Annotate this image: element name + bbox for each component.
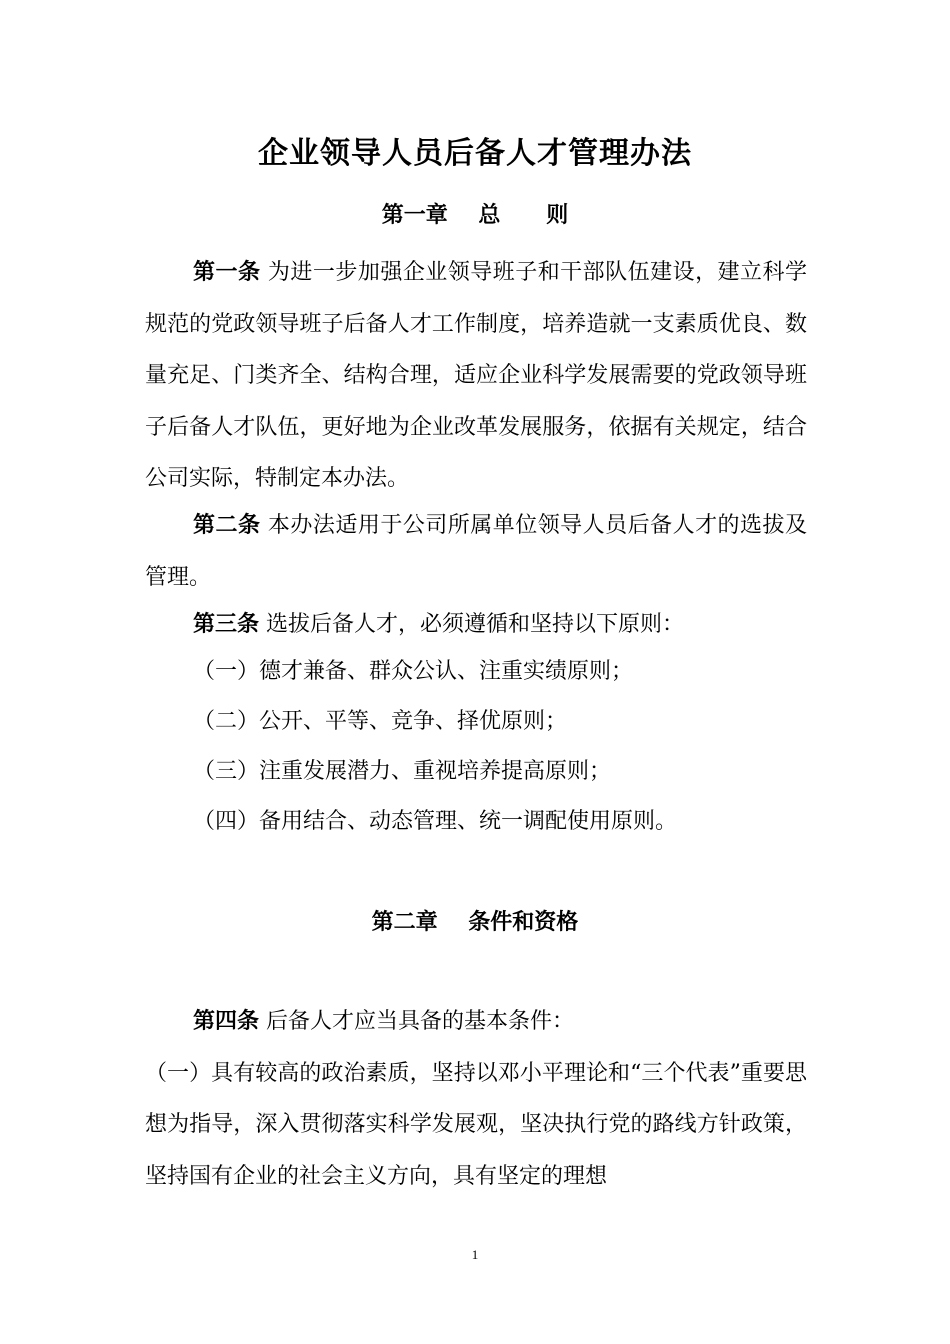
article-2: [145, 500, 807, 603]
principle-item-4: （四）备用结合、动态管理、统一调配使用原则。: [193, 809, 678, 834]
article-4-label: 第四条: [193, 1008, 260, 1034]
article-4-item-1: （一）具有较高的政治素质，坚持以邓小平理论和“三个代表”重要思想为指导，深入贯彻落实科学发展观，坚决执行党的路线方针政策，坚持国有企业的社会主义方向，具有坚定的理想: [145, 1060, 807, 1189]
principle-item-3: （三）注重发展潜力、重视培养提高原则；: [193, 759, 612, 784]
document-title: 企业领导人员后备人才管理办法: [258, 136, 692, 171]
article-4: [145, 996, 807, 1202]
article-2-text: 本办法适用于公司所属单位领导人员后备人才的选拔及管理。: [145, 513, 807, 590]
chapter-2-heading: 第二章 条件和资格: [371, 909, 579, 935]
page-number: 1: [471, 1247, 479, 1262]
article-1-label: 第一条: [193, 259, 261, 285]
article-2-label: 第二条: [193, 512, 261, 538]
article-4-text: 后备人才应当具备的基本条件：: [259, 1009, 575, 1034]
article-3-label: 第三条: [193, 611, 260, 637]
article-1-text: 为进一步加强企业领导班子和干部队伍建设，建立科学规范的党政领导班子后备人才工作制度，培养造就一支素质优良、数量充足、门类齐全、结构合理，适应企业科学发展需要的党政领导班子后备人才队伍，更好地为企业改革发展服务，依据有关规定，结合公司实际，特制定本办法。: [145, 260, 807, 491]
article-3-text: 选拔后备人才，必须遵循和坚持以下原则：: [259, 612, 685, 637]
article-3: [145, 599, 807, 651]
principle-item-2: （二）公开、平等、竞争、择优原则；: [193, 709, 568, 734]
chapter-1-heading: 第一章 总 则: [381, 202, 569, 228]
principle-item-1: （一）德才兼备、群众公认、注重实绩原则；: [193, 659, 634, 684]
article-1: [145, 247, 807, 505]
